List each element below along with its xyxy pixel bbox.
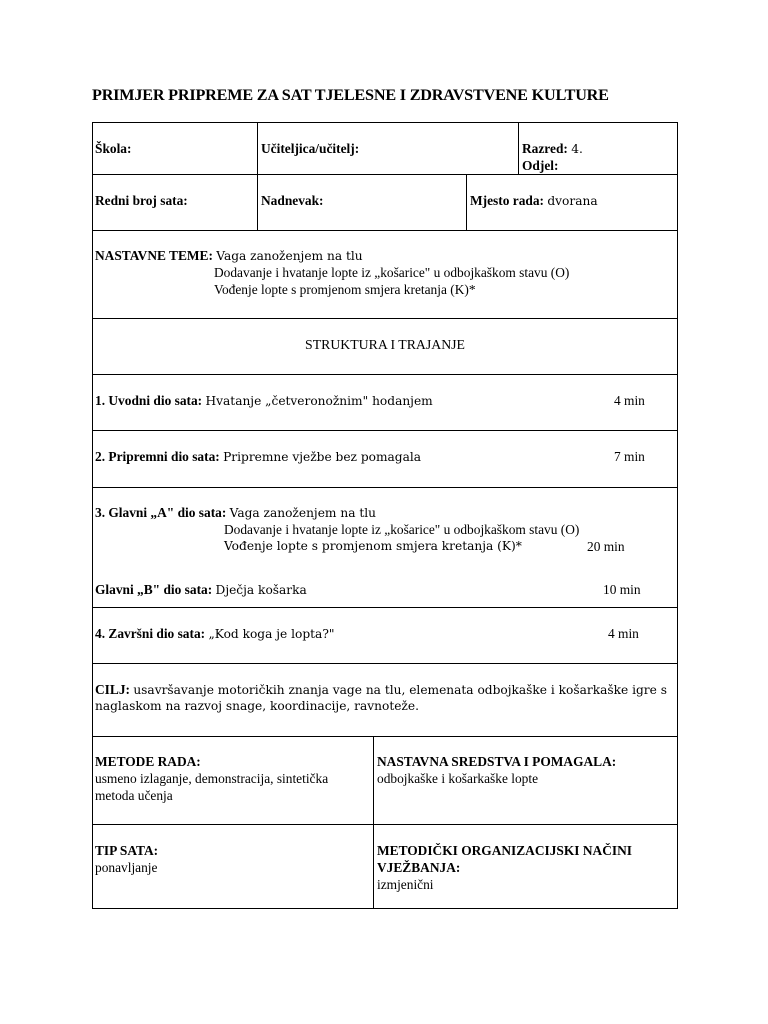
metode-line-2: metoda učenja (95, 788, 173, 803)
glavni-a-item: Dodavanje i hvatanje lopte iz „košarice" u odbojkaškom stavu (O) (224, 522, 580, 537)
sredstva-label: NASTAVNA SREDSTVA I POMAGALA: (377, 754, 617, 769)
row-divider (92, 736, 678, 737)
row-divider (92, 430, 678, 431)
uvodni-time: 4 min (614, 393, 645, 408)
uvodni-text: Hvatanje „četveronožnim" hodanjem (205, 394, 433, 408)
struktura-title: STRUKTURA I TRAJANJE (305, 337, 465, 352)
razred-field (522, 140, 583, 158)
mjesto-field (470, 192, 598, 210)
zavrsni-text: „Kod koga je lopta?" (208, 627, 335, 641)
zavrsni-row (95, 625, 334, 643)
tip-sata-label: TIP SATA: (95, 843, 159, 858)
row-divider (92, 374, 678, 375)
row-divider (92, 663, 678, 664)
glavni-a-item: Vođenje lopte s promjenom smjera kretanja (K)* (224, 539, 522, 553)
mjesto-value: dvorana (547, 194, 598, 208)
glavni-a-label: 3. Glavni „A" dio sata: (95, 505, 227, 520)
glavni-b-row (95, 581, 307, 599)
metode-label: METODE RADA: (95, 754, 201, 769)
organizacija-label-1: METODIČKI ORGANIZACIJSKI NAČINI (377, 843, 632, 858)
organizacija-value: izmjenični (377, 877, 434, 892)
nastavne-teme-label: NASTAVNE TEME: (95, 248, 213, 263)
cilj-text: usavršavanje motoričkih znanja vage na tlu, elemenata odbojkaške i košarkaške igre s (133, 683, 667, 697)
glavni-a-row (95, 504, 376, 522)
uvodni-label: 1. Uvodni dio sata: (95, 393, 203, 408)
row-divider (92, 174, 678, 175)
tema-item: Vaga zanoženjem na tlu (216, 249, 363, 263)
row-divider (92, 230, 678, 231)
organizacija-label-2: VJEŽBANJA: (377, 860, 461, 875)
column-divider (518, 122, 519, 174)
razred-label: Razred: (522, 141, 568, 156)
ucitelj-label: Učiteljica/učitelj: (261, 141, 360, 156)
pripremni-row (95, 448, 421, 466)
glavni-a-item: Vaga zanoženjem na tlu (229, 506, 376, 520)
column-divider (466, 174, 467, 230)
glavni-a-time: 20 min (587, 539, 625, 554)
metode-line-1: usmeno izlaganje, demonstracija, sintetička (95, 771, 329, 786)
row-divider (92, 824, 678, 825)
row-divider (92, 607, 678, 608)
row-divider (92, 318, 678, 319)
odjel-label: Odjel: (522, 158, 559, 173)
zavrsni-label: 4. Završni dio sata: (95, 626, 206, 641)
column-divider (373, 736, 374, 909)
nadnevak-label: Nadnevak: (261, 193, 324, 208)
glavni-b-time: 10 min (603, 582, 641, 597)
pripremni-text: Pripremne vježbe bez pomagala (223, 450, 422, 464)
cilj-label: CILJ: (95, 682, 130, 697)
razred-value: 4. (571, 142, 583, 156)
skola-label: Škola: (95, 141, 132, 156)
column-divider (257, 122, 258, 230)
zavrsni-time: 4 min (608, 626, 639, 641)
document-title: PRIMJER PRIPREME ZA SAT TJELESNE I ZDRAVSTVENE KULTURE (92, 86, 609, 104)
pripremni-label: 2. Pripremni dio sata: (95, 449, 220, 464)
glavni-b-text: Dječja košarka (215, 583, 307, 597)
tip-sata-value: ponavljanje (95, 860, 158, 875)
nastavne-teme-line-1 (95, 247, 363, 265)
glavni-b-label: Glavni „B" dio sata: (95, 582, 213, 597)
tema-item: Vođenje lopte s promjenom smjera kretanja (K)* (214, 282, 476, 297)
sredstva-value: odbojkaške i košarkaške lopte (377, 771, 539, 786)
cilj-line-2: naglaskom na razvoj snage, koordinacije, ravnoteže. (95, 699, 419, 713)
cilj-line-1 (95, 681, 667, 699)
uvodni-row (95, 392, 433, 410)
mjesto-label: Mjesto rada: (470, 193, 544, 208)
redni-broj-label: Redni broj sata: (95, 193, 188, 208)
row-divider (92, 487, 678, 488)
pripremni-time: 7 min (614, 449, 645, 464)
tema-item: Dodavanje i hvatanje lopte iz „košarice" u odbojkaškom stavu (O) (214, 265, 570, 280)
